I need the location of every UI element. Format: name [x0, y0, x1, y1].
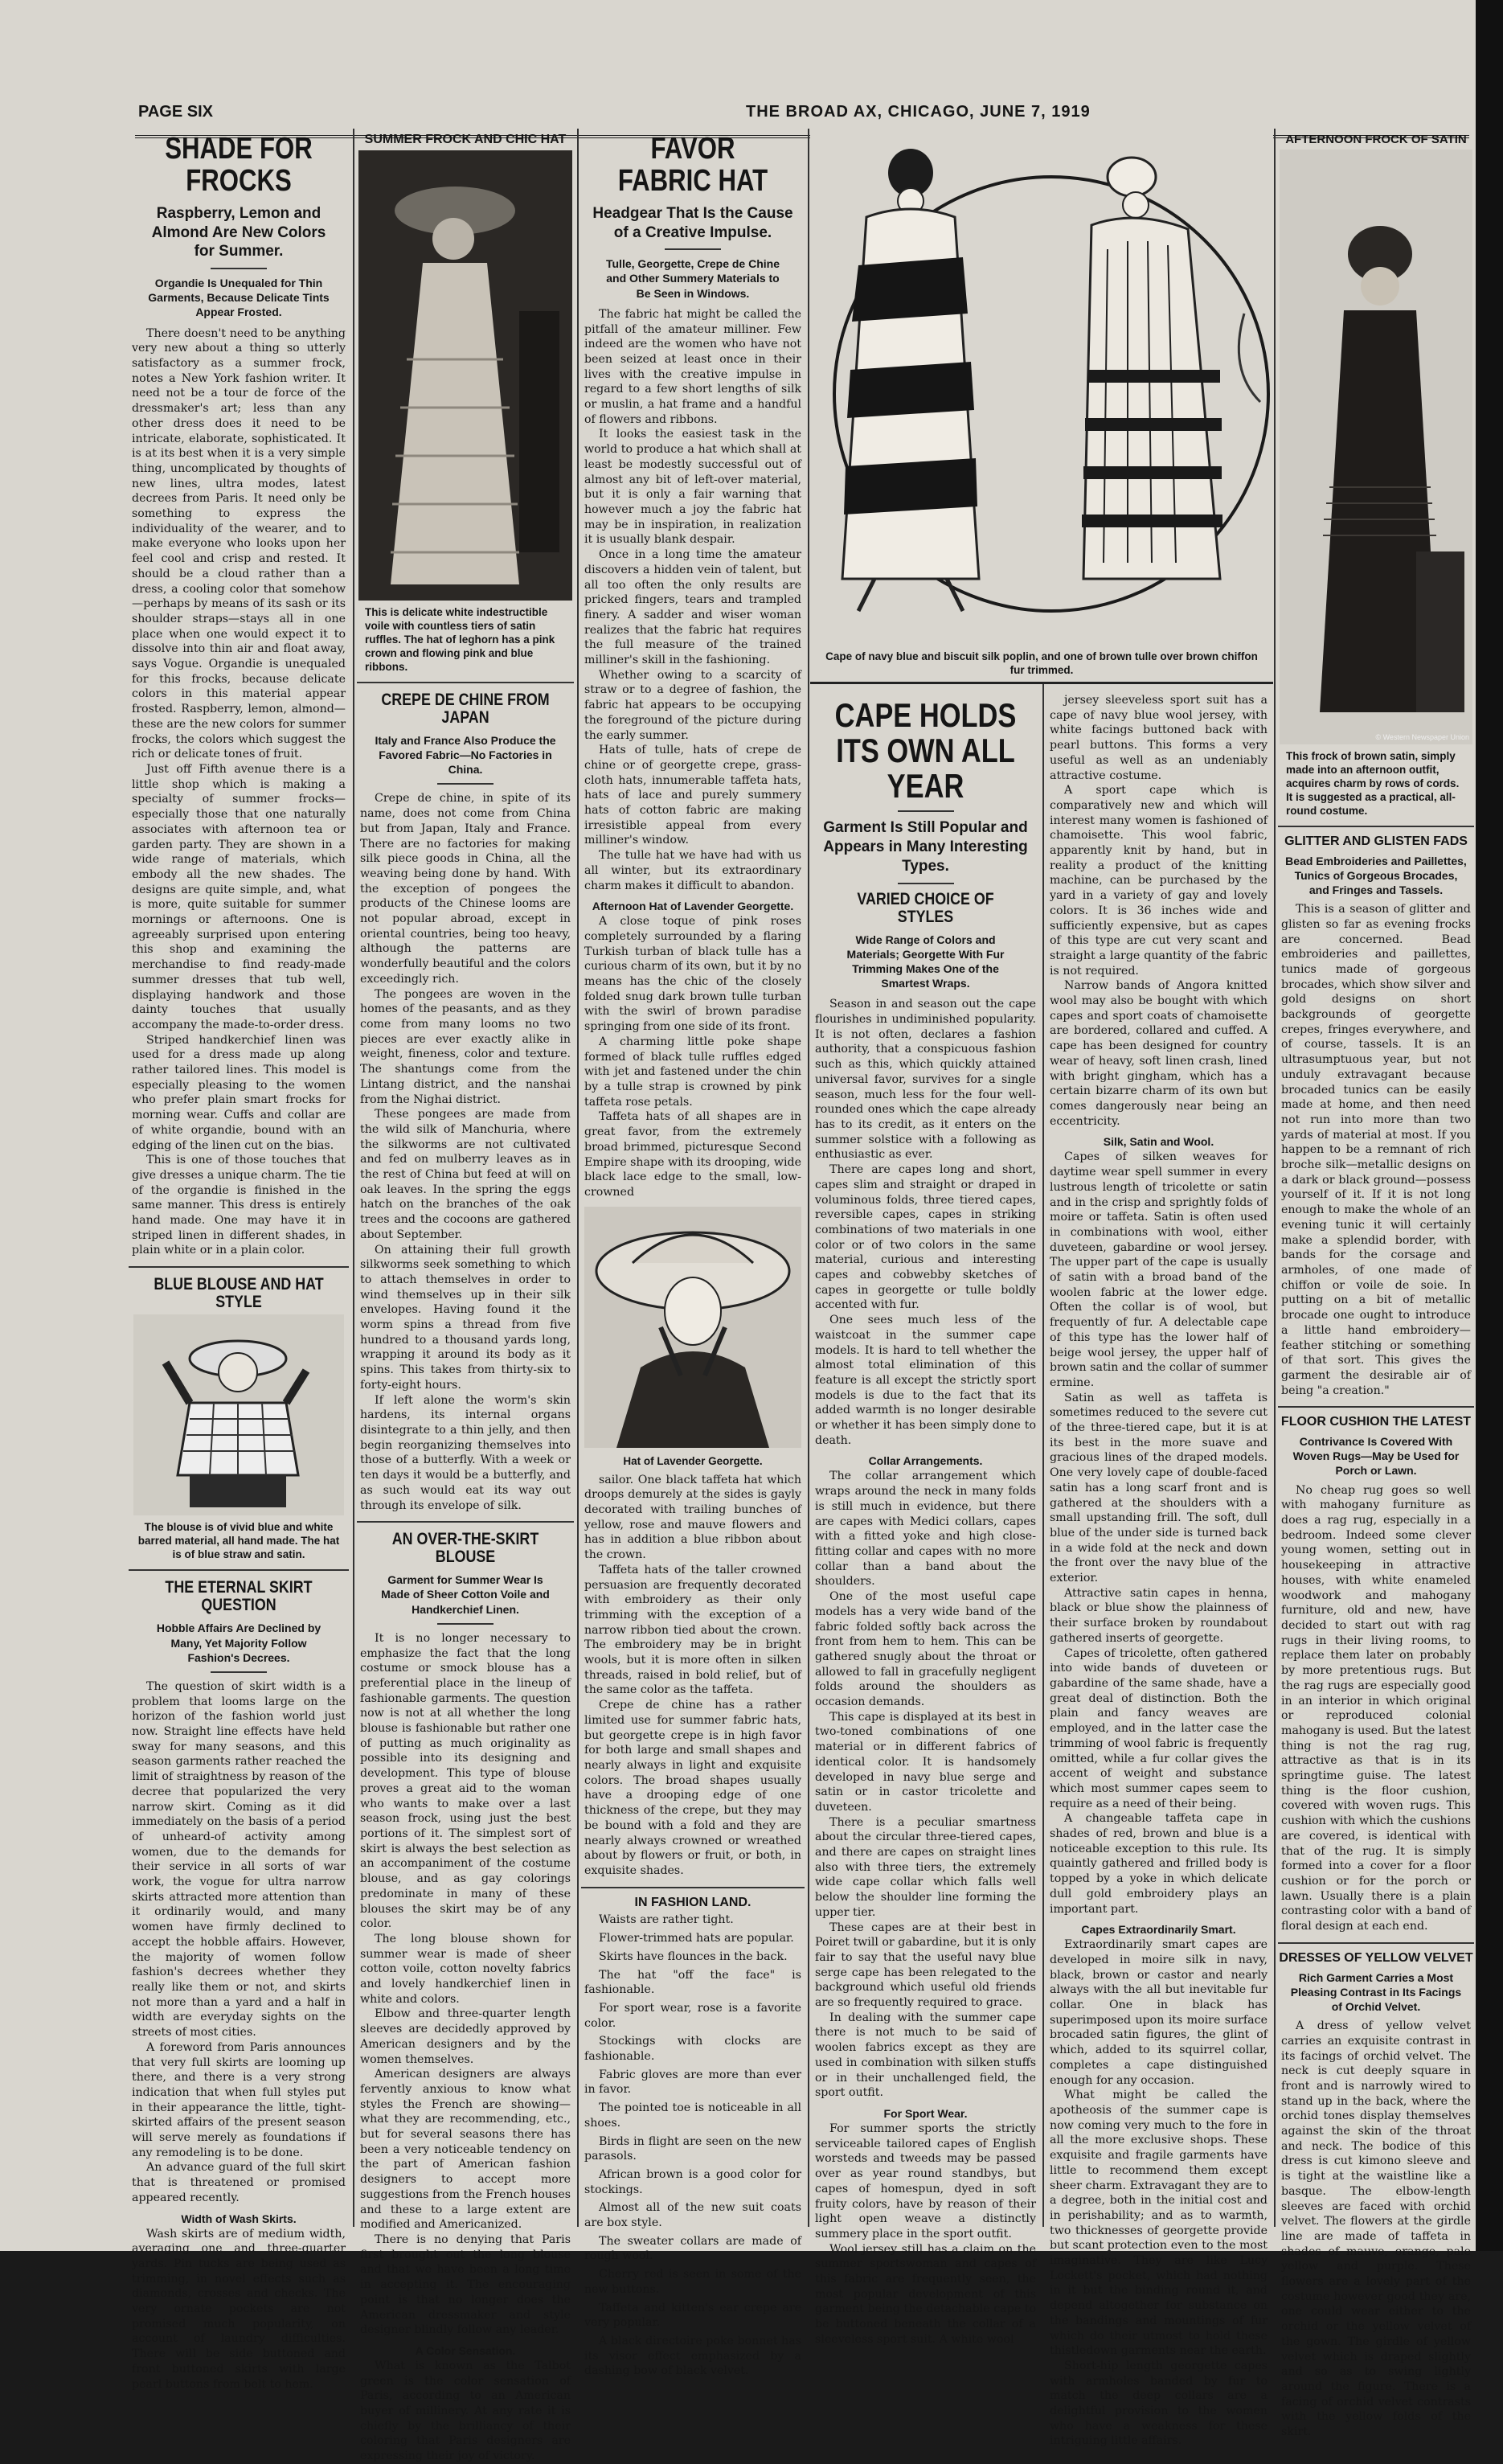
list-item: Taffeta and kitten's ear crepe are very popular. — [584, 2301, 801, 2330]
paragraph: Once in a long time the amateur discovers a hidden vein of talent, but all too often the only results are pricked fingers, tears and trampled finery. A sadder and wiser woman realizes that the fabric hat requires the full measure of the trained milliner's skill in the fashioning. — [584, 548, 801, 667]
divider — [1278, 1942, 1474, 1944]
headline-floor-cushion: FLOOR CUSHION THE LATEST — [1280, 1415, 1472, 1429]
paragraph: Season in and season out the cape flourishes in undiminished popularity. It is not often, declares a fashion authority, that a conspicuous fashion such as this, which quickly attained universal favor, survives for a single season, much less for the four well-rounded ones which the cape already has to its credit, as it enters on the summer solstice with a following as enthusiastic as ever. — [815, 998, 1036, 1162]
headline-glitter: GLITTER AND GLISTEN FADS — [1284, 834, 1468, 848]
paragraph: A changeable taffeta cape in shades of red, brown and blue is a noticeable exception to this rule. Its quaintly gathered and frilled body is topped by a yoke in which delicate dull gold embroidery plays an important part. — [1050, 1812, 1268, 1916]
paragraph: Taffeta hats of the taller crowned persuasion are frequently decorated with embroidery as their only trimming with the exception of a narrow ribbon tied about the crown. The embroidery may be in bright wools, but it is more often in silken threads, raised in bold relief, but of the same color as the taffeta. — [584, 1563, 801, 1697]
divider — [437, 783, 493, 785]
paragraph: These pongees are made from the wild silk of Manchuria, where the silkworms are not cultivated and fed on mulberry leaves as in the rest of China but feed at will on oak leaves. In the spring the eggs hatch on the branches of the oak trees and the cocoons are gathered about September. — [360, 1108, 571, 1241]
paragraph: Elbow and three-quarter length sleeves are decidedly approved by American designers and by the women themselves. — [360, 2007, 571, 2066]
article-body — [815, 997, 1036, 1448]
paragraph: Wash skirts are of medium width, averaging one and three-quarter yards. Pin tucks are being used as trimming, in novel effects such as diamonds, crosses and checks. The very ornate pockets are not promised much popularity, on account of laundry difficulties. There will be side buttoned and front buttoned skirts with large pearl buttons from belt to hem. — [132, 2227, 346, 2391]
subhead: A Color Sensation. — [415, 2343, 516, 2357]
article-body — [360, 1631, 571, 2338]
subhead: Capes Extraordinarily Smart. — [1081, 1923, 1236, 1937]
paragraph: Whether owing to a scarcity of straw or to a degree of fashion, the fabric hat appears to be occupying the foreground of the picture during the early summer. — [584, 668, 801, 742]
deck: Garment Is Still Popular and Appears in Many Interesting Types. — [823, 819, 1028, 875]
paragraph: A foreword from Paris announces that very full skirts are looming up there, and there is a very strong indication that when full styles put in their appearance the little, tight-skirted affairs of the present season will serve merely as foundations if any remodeling is to be done. — [132, 2040, 346, 2159]
paragraph: Wool jersey still has a claim on the summer sportswoman and capes of this fabric are frequently seen, the most popular development of this garment being the detachable cape to be buttoned beneath the collar of a sleeveless sport suit. A white wool — [815, 2242, 1036, 2346]
paragraph: Crepe de chine, in spite of its name, does not come from China but from Japan, Italy and France. There are no factories for making silk piece goods in China, all the weaving being done by hand. With the exception of pongees the products of the Chinese looms are not popular abroad, except in oriental countries, being too heavy, although the patterns are wonderfully beautiful and the colors exceedingly rich. — [360, 792, 571, 986]
subhead: Width of Wash Skirts. — [181, 2212, 297, 2225]
paragraph: There is a peculiar smartness about the circular three-tiered capes, and there are capes on straight lines also with three tiers, the extremely wide cape collar which falls well below the shoulder line forming the upper tier. — [815, 1815, 1036, 1919]
article-body — [132, 1679, 346, 2206]
paragraph: Striped handkerchief linen was used for a dress made up along rather tailored lines. This model is especially pleasing to the women who prefer plain smart frocks for morning wear. Cuffs and collar are of white organdie, bound with an edging of the linen cut on the bias. — [132, 1033, 346, 1152]
paragraph: Narrow bands of Angora knitted wool may also be bought with which capes and sport coats of chamoisette are bordered, collared and cuffed. A cape has been designed for country wear of heavy, soft linen crash, lined with bright gingham, which has a certain bizarre charm of its own but comes dangerously near being an eccentricity. — [1050, 979, 1268, 1128]
blouse-caption: The blouse is of vivid blue and white barred material, all hand made. The hat is of blue straw and satin. — [137, 1521, 340, 1561]
divider — [898, 883, 954, 884]
divider — [665, 248, 721, 250]
afternoon-frock-caption: This frock of brown satin, simply made into an afternoon outfit, acquires charm by rows of cords. It is suggested as a practical, all-round costume. — [1286, 749, 1460, 817]
subdeck: Wide Range of Colors and Materials; Georgette With Fur Trimming Makes One of the Smartest Wraps. — [846, 933, 1005, 990]
headline-summer-frock: SUMMER FROCK AND CHIC HAT — [364, 133, 567, 146]
subhead: Silk, Satin and Wool. — [1103, 1135, 1214, 1149]
list-item: Almost all of the new suit coats are box style. — [584, 2201, 801, 2230]
cape-illustration — [810, 129, 1273, 643]
paragraph: An advance guard of the full skirt that is threatened or promised appeared recently. — [132, 2161, 346, 2204]
cape-caption: Cape of navy blue and biscuit silk poplin, and one of brown tulle over brown chiffon fur trimmed. — [825, 650, 1258, 676]
paragraph: Extraordinarily smart capes are developed in moire silk in navy, black, brown or castor and nearly always with the all but inevitable fur collar. One in black has superimposed upon its moire surface brocaded satin figures, the glint of which, added to its squirrel collar, completes a cape distinguished enough for any occasion. — [1050, 1938, 1268, 2087]
blouse-deck: Garment for Summer Wear Is Made of Sheer Cotton Voile and Handkerchief Linen. — [381, 1573, 550, 1616]
paragraph: Satin as well as taffeta is sometimes reduced to the severe cut of the three-tiered cape, but it is at its best in the more suave and gracious lines of the draped models. One very lovely cape of double-faced satin has a long scarf front and is gathered at the shoulders with a small upstanding frill. The soft, dull blue of the under side is turned back in a wide fold at the neck and down the front over the navy blue of the exterior. — [1050, 1391, 1268, 1585]
divider — [357, 1521, 574, 1523]
subhead: For Sport Wear. — [883, 2107, 968, 2120]
glitter-deck: Bead Embroideries and Paillettes, Tunics of Gorgeous Brocades, and Fringes and Tassels. — [1285, 854, 1467, 896]
photo-credit: © Western Newspaper Union — [1375, 732, 1469, 741]
divider — [1278, 826, 1474, 827]
article-body — [360, 791, 571, 1513]
headline-crepe-de-chine: CREPE DE CHINE FROM JAPAN — [381, 690, 550, 727]
paragraph: The question of skirt width is a problem that looms large on the horizon of the fashion world just now. Straight line effects have held sway for many seasons, and this season garments rather reached the limit of straightness by reason of the decree that popularized the very narrow skirt. Coming as it did immediately on the basis of a period of unheard-of activity among women, due to the demands for their service in all sorts of war work, the vogue for ultra narrow skirts attracted more attention than it ordinarily would, and many women have firmly declined to accept the hobble affairs. However, the majority of women follow fashion's decrees whether they really like them or not, and skirts not more than a yard and a half in width are everyday sights on the streets of most cities. — [132, 1679, 346, 2040]
afternoon-frock-photo — [1280, 150, 1472, 744]
headline-yellow-velvet: DRESSES OF YELLOW VELVET — [1279, 1950, 1473, 1965]
list-item: The sweater collars are made of rough wool. — [584, 2234, 801, 2263]
paragraph: A dress of yellow velvet carries an exquisite contrast in its facings of orchid velvet. The neck is cut deeply square in front and is narrowly wired to stand up in the back, where the orchid tones display themselves against the skin of the throat and neck. The bodice of this dress is cut kimono sleeve and is tight at the waistline like a basque. The elbow-length sleeves are faced with orchid velvet. The flowers at the girdle line are made of taffeta in shades of mauve, orange, pale yellow and purple. These flowers are a lovely part of the costume however good they are, one could wear either to the orchid or the yellow velvet of the gown. The girdle of yellow velvet which is draped slightly and so as to swing lightly around the figure. There is a facing of orchid velvet contrasts with the yellow folds of the skirt. — [1281, 2019, 1471, 2439]
list-item: Fabric gloves are more than ever in favor. — [584, 2068, 801, 2097]
paragraph: There doesn't need to be anything very new about a thing so utterly satisfactory as a summer frock, notes a New York fashion writer. It need not be a tour de force of the dressmaker's art; less than any other dress does it need to be intricate, elaborate, sophisticated. It is at its best when it is a very simple thing, uncomplicated by thoughts of new lines, ultra modes, latest decrees from Paris. It need only be something to express the individuality of the wearer, and to make everyone who looks upon her feel cool and crisp and rested. It should be a cloud rather than a dress, a cooling color that somehow—perhaps by means of its sash or its shoulder straps—stays all in one place when one would expect it to dissolve into thin air and float away, says Vogue. Organdie is unequaled for this frocks, because delicate colors in this material appear frosted. Raspberry, lemon, almond—these are the new colors for summer frocks, the colors which suggest the rich or delicate tones of fruit. — [132, 326, 346, 761]
paragraph: A sport cape which is comparatively new and which will interest many women is fashioned of chamoisette. This wool fabric, apparently knit by hand, but in reality a product of the knitting machine, can be purchased by the yard in a variety of gay and lovely colors. It is 36 inches wide and sufficiently expensive, but as capes of this type are cut very scant and straight a large quantity of the fabric is not required. — [1050, 784, 1268, 978]
paragraph: The long blouse shown for summer wear is made of sheer cotton voile, cotton novelty fabrics and lovely handkerchief linen in white and colors. — [360, 1932, 571, 2006]
cushion-deck: Contrivance Is Covered With Woven Rugs—May be Used for Porch or Lawn. — [1292, 1435, 1460, 1478]
paragraph: The fabric hat might be called the pitfall of the amateur milliner. Few indeed are the women who have not been seized at least once in their lives with the creative impulse in regard to a few short lengths of silk or muslin, a hat frame and a handful of flowers and ribbons. — [584, 307, 801, 426]
subhead: Afternoon Hat of Lavender Georgette. — [592, 900, 794, 913]
column-5 — [1046, 693, 1271, 2448]
lavender-hat-illustration — [584, 1207, 801, 1448]
article-body — [815, 2122, 1036, 2347]
paragraph: Just off Fifth avenue there is a little shop which is making a specialty of summer frocks—especially those that one naturally associates with afternoon tea or garden party. They are shown in a wide range of materials, which embody all the new shades. The designs are quite simple, and, what is more, quite suitable for summer mornings or afternoons. One is agreeably surprised upon entering this shop and examining the merchandise to find ready-made summer dresses that tub well, displaying handwork and those dainty touches that usually accompany the made-to-order dress. — [132, 762, 346, 1031]
velvet-deck: Rich Garment Carries a Most Pleasing Contrast in Its Facings of Orchid Velvet. — [1290, 1970, 1462, 2013]
article-body — [584, 914, 801, 1199]
divider — [211, 1671, 267, 1673]
paragraph: The pongees are woven in the homes of the peasants, and as they come from many looms no two pieces are ever exactly alike in weight, fineness, color and texture. The shantungs come from the Lintang district, and the nanshai from the Nighai district. — [360, 987, 571, 1106]
fashion-land-list — [584, 1913, 801, 2379]
headline-blue-blouse: BLUE BLOUSE AND HAT STYLE — [154, 1275, 324, 1312]
divider — [898, 810, 954, 812]
paragraph: Attractive satin capes in henna, black or blue show the plainness of their surface broken by roundabout gathered inserts of georgette. — [1050, 1586, 1268, 1645]
subhead: Collar Arrangements. — [868, 1454, 983, 1468]
paragraph: The collar arrangement which wraps around the neck in many folds is still much in evidence, but there are capes with Medici collars, capes with a fitted yoke and high close-fitting collar and capes with no more collar than a band about the shoulders. — [815, 1470, 1036, 1589]
list-item: Birds in flight are seen on the new parasols. — [584, 2134, 801, 2163]
article-body — [1050, 693, 1268, 1129]
list-item: Cherry red is seen in some of the new buttons. — [584, 2268, 801, 2296]
paragraph: On attaining their full growth silkworms seek something to which to attach themselves in order to wind themselves up in their silk envelopes. Having found it the worm spins a thread from five hundred to a thousand yards long, wrapping it around its body as it spins. This takes from thirty-six to forty-eight hours. — [360, 1243, 571, 1392]
column-rule — [1274, 129, 1276, 2227]
divider — [1278, 1406, 1474, 1408]
headline-skirt-question: THE ETERNAL SKIRT QUESTION — [165, 1578, 313, 1615]
headline-over-the-skirt-blouse: AN OVER-THE-SKIRT BLOUSE — [391, 1530, 539, 1567]
divider — [810, 682, 1273, 684]
paragraph: What might be called the apotheosis of the summer cape is now coming very much to the fore in all the more exclusive shops. These exquisite and fragile garments have little to recommend them except sheer charm. Extravagant they are to a degree, both in the initial cost and in perishability; and as to warmth, two thicknesses of georgette provide but scant protection even to the most imaginative. They are like Lucy Lockett's pocket, which had nothing in it but the binding round it, and depend altogether for substance on the bandings and mountings of fur which do their utmost to hold these thistledown garments near the earth. — [1050, 2089, 1268, 2358]
list-item: A black directoire poke bonnet has its visor effect emphasized by a dashing bow of black velvet. — [584, 2334, 801, 2378]
paragraph: For summer sports the strictly serviceable tailored capes of English worsteds and tweeds may be passed over as year round standbys, but capes of homespun, dyed in soft fruity colors, have by reason of their light open weave a distinctly summery place in the sport outfit. — [815, 2122, 1036, 2241]
list-item: Waists are rather tight. — [599, 1913, 734, 1927]
paragraph: These capes are at their best in Poiret twill or gabardine, but it is only fair to say that the useful navy blue serge cape has been relegated to the background which useful old friends are so frequently required to grace. — [815, 1921, 1037, 2010]
list-item: Stockings with clocks are fashionable. — [584, 2035, 801, 2064]
article-body — [815, 1469, 1036, 2101]
paper-title: THE BROAD AX, CHICAGO, JUNE 7, 1919 — [746, 103, 1091, 121]
paragraph: This is one of those touches that give dresses a unique charm. The tie of the organdie is finished in the same manner. This dress is entirely hand made. One may have it in striped linen in different shades, in plain white or in a plain color. — [132, 1154, 346, 1257]
paragraph: A close toque of pink roses completely surrounded by a flaring Turkish turban of black tulle has a curious charm of its own, but it by no means has the chic of the closely folded snug dark brown tulle turban with the swirl of brown paradise springing from one side of its front. — [584, 915, 801, 1034]
paragraph: No cheap rug goes so well with mahogany furniture as does a rag rug, especially in a bedroom. Indeed some clever young women, setting out in housekeeping in attractive houses, with white enameled woodwork and mahogany furniture, old and new, have decided to start out with rag rugs in their living rooms, to replace them later on probably by more pretentious rugs. But the rag rugs are especially good in an interior in which original or reproduced colonial mahogany is used. But the latest thing is not the rag rug, attractive as that is in its springtime guise. The latest thing is the floor cushion, covered with woven rugs. This cushion with which the cushions are covered, is identical with that of the rug. It is simply formed into a cover for a floor cushion or for the porch or lawn. Usually there is a plain contrasting color with a band of floral design at each end. — [1281, 1483, 1471, 1933]
paragraph: What is known as the Talbot green is the color sensation of Paris, according to an American buyer of millinery. At any rate it is chiefly by the brilliancy of their coloring that Paris designers are expressing their joy of victory. — [360, 2359, 571, 2463]
paragraph: If left alone the worm's skin hardens, its internal organs disintegrate to a thin jelly, and then begin reorganizing themselves into those of a butterfly. With a week or ten days it would be a butterfly, and as such would eat its way out through its envelope of silk. — [360, 1393, 571, 1512]
column-rule — [577, 129, 579, 2227]
article-body — [360, 2359, 571, 2464]
scan-edge — [1476, 0, 1503, 2251]
article-body — [132, 2227, 346, 2392]
paragraph: In dealing with the summer cape there is not much to be said of woolen fabrics except as they are used in combination with silken stuffs or in their unchallenged field, the sport outfit. — [815, 2011, 1036, 2100]
paragraph: One of the most useful cape models has a very wide band of the fabric folded softly back across the front from hem to hem. This can be gathered snugly about the throat or allowed to fall in gracefully negligent folds around the shoulders as occasion demands. — [815, 1590, 1036, 1709]
article-body — [584, 1473, 801, 1879]
paragraph: There is no denying that Paris first brought out the long blouse and that we have been a long time in accepting it. The encouraging point is that no longer does the American dressmaker and style designer blindly follow any leader. — [360, 2232, 571, 2337]
cape-illustration-block — [810, 129, 1273, 683]
deck: Headgear That Is the Cause of a Creative Impulse. — [592, 204, 793, 241]
paragraph: It is no longer necessary to emphasize the fact that the long costume or smock blouse has a preferential place in the lineup of fashionable garments. The question now is not at all whether the long blouse is fashionable but rather one of putting as much originality as possible into its designing and development. This type of blouse proves a great aid to the woman who wants to make over a last season frock, using just the best portions of it. The simplest sort of skirt is always the best selection as an accompaniment of the costume blouse, and as gay colorings predominate in many of these blouses the skirt may be of any color. — [360, 1631, 571, 1931]
column-4 — [812, 693, 1039, 2346]
divider — [129, 1266, 349, 1268]
list-item: For sport wear, rose is a favorite color. — [584, 2001, 801, 2030]
page-label: PAGE SIX — [138, 103, 213, 121]
article-body — [1050, 1150, 1268, 1917]
column-1 — [129, 129, 349, 2391]
article-body — [1281, 902, 1471, 1398]
paragraph: This is a season of glitter and glisten so far as evening frocks are concerned. Bead embroideries and paillettes, tunics made of gorgeous brocades, which show silver and gold designs on short backgrounds of georgette crepes, fringes everywhere, and of course, tassels. It is an ultrasumptuous year, but not unduly extravagant because brocaded tunics can be easily made at home, and then need not run into more than two yards of material at most. If you happen to be a remnant of rich broche silk—metallic designs on a dark or black ground—possess yourself of it. If it is not long enough to make the whole of an evening tunic it will certainly make a splendid border, with bands for the corsage and armholes, of one made of chiffon or voile de soie. In putting on a bit of metallic brocade one ought to introduce a little hand embroidery—feather stitching or something of that sort. This gives the garment the desirable air of being "a creation." — [1281, 903, 1471, 1397]
divider — [211, 268, 267, 269]
headline-fashion-land: IN FASHION LAND. — [634, 1895, 752, 1909]
list-item: Flower-trimmed hats are popular. — [599, 1932, 794, 1945]
divider — [129, 1569, 349, 1571]
paragraph: A charming little poke shape formed of black tulle ruffles edged with jet and fastened under the chin by a tulle strap is crowned by pink taffeta rose petals. — [584, 1035, 801, 1109]
paragraph: Hats of tulle, hats of crepe de chine or of georgette crepe, grass-cloth hats, innumerable taffeta hats, hats of lace and purely summery hats of cotton fabric are making irresistible appeal from every milliner's window. — [584, 744, 801, 847]
headline-shade-for-frocks: SHADE FOR FROCKS — [165, 132, 313, 198]
blouse-illustration — [133, 1314, 344, 1515]
article-body — [1050, 1937, 1268, 2449]
list-item: The hat "off the face" is fashionable. — [584, 1968, 801, 1997]
column-rule — [808, 129, 809, 2227]
summer-frock-photo — [358, 150, 572, 601]
deck: Raspberry, Lemon and Almond Are New Colors for Summer. — [151, 204, 326, 260]
lavender-hat-caption: Hat of Lavender Georgette. — [623, 1454, 763, 1467]
column-rule — [353, 129, 354, 2227]
headline-cape-holds: CAPE HOLDS ITS OWN ALL YEAR — [834, 696, 1017, 806]
headline-afternoon-frock: AFTERNOON FROCK OF SATIN — [1285, 133, 1467, 146]
divider — [581, 1887, 805, 1888]
paragraph: This cape is displayed at its best in two-toned combinations of one material or in different fabrics of identical color. It is handsomely developed in navy blue serge and satin or in castor tricolette and duveteen. — [815, 1710, 1036, 1814]
divider — [357, 682, 574, 683]
column-3 — [581, 129, 805, 2378]
article-body — [1281, 2019, 1471, 2440]
paragraph: American designers are always fervently anxious to know what styles the French are showing—what they are recommending, etc., but for several seasons there has been a very noticeable tendency on the part of American fashion designers to accept more suggestions from the French houses and these to a large extent are modified and Americanized. — [360, 2068, 571, 2232]
column-2 — [357, 129, 574, 2463]
article-body — [132, 326, 346, 1259]
crepe-deck: Italy and France Also Produce the Favored Fabric—No Factories in China. — [375, 733, 556, 777]
paragraph: It looks the easiest task in the world to produce a hat which shall at least be modestly successful out of almost any bit of left-over material, but it is only a fair warning that however much a joy the fabric hat may be in inspiration, in realization it is usually blank despair. — [584, 428, 801, 547]
list-item: African brown is a good color for stockings. — [584, 2167, 801, 2196]
list-item: The pointed toe is noticeable in all shoes. — [584, 2101, 801, 2130]
article-body — [584, 307, 801, 893]
headline-favor-fabric-hat: FAVOR FABRIC HAT — [617, 132, 768, 198]
headline-varied-choice: VARIED CHOICE OF STYLES — [857, 889, 994, 926]
subdeck: Tulle, Georgette, Crepe de Chine and Other Summery Materials to Be Seen in Windows. — [605, 257, 780, 300]
paragraph: Crepe de chine has a rather limited use for summer fabric hats, but georgette crepe is in high favor for both large and small shapes and nearly always in light and exquisite colors. The broad shapes usually have a drooping edge of one thickness of the crepe, but they may be bound with a fold and they are nearly always crowned or wreathed about by flowers or fruit, or both, in exquisite shades. — [584, 1699, 801, 1877]
skirt-deck: Hobble Affairs Are Declined by Many, Yet Majority Follow Fashion's Decrees. — [156, 1621, 321, 1664]
paragraph: The tulle hat we have had with us all winter, but its extraordinary charm makes it difficult to abandon. — [584, 849, 801, 892]
paragraph: Taffeta hats of all shapes are in great favor, from the extremely broad brimmed, picturesque Second Empire shape with its drooping, wide black lace edge to the small, low-crowned — [584, 1110, 802, 1199]
divider — [437, 1623, 493, 1625]
column-6 — [1278, 129, 1474, 2439]
paragraph: Capes of tricolette, often gathered into wide bands of duveteen or gabardine of the same shade, have a great deal of distinction. Both the plain and fancy weaves are employed, and in the latter case the trimming of wool fabric is frequently omitted, while a fur collar gives the accent of weight and substance which most summer capes seem to require as a need of their being. — [1050, 1646, 1268, 1810]
paragraph: jersey sleeveless sport suit has a cape of navy blue wool jersey, with white facings buttoned back with pearl buttons. This forms a very useful as well as an undeniably attractive costume. — [1050, 694, 1268, 782]
paragraph: Capes of silken weaves for daytime wear spell summer in every lustrous length of tricolette or satin and in the crisp and sprightly folds of moire or taffeta. Satin is often used in combinations with wool, either duveteen, gabardine or wool jersey. The upper part of the cape is usually of satin with a broad band of the woolen fabric at the lower edge. Often the collar is of wool, but frequently of fur. A delectable cape of this type has the lower half of beige wool jersey, the upper half of brown satin and the collar of summer ermine. — [1050, 1150, 1268, 1389]
list-item: Skirts have flounces in the back. — [599, 1949, 788, 1963]
paragraph: sailor. One black taffeta hat which droops demurely at the sides is gayly decorated with trailing bunches of yellow, rose and mauve flowers and has in addition a blue ribbon about the crown. — [584, 1473, 801, 1562]
subdeck: Organdie Is Unequaled for Thin Garments, Because Delicate Tints Appear Frosted. — [148, 277, 330, 319]
paragraph: One sees much less of the waistcoat in the summer cape models. It is hard to tell whether the almost total elimination of this feature is all except the strictly sport models is due to the fact that its added warmth is no longer desirable or whether it has been simply done to death. — [815, 1314, 1036, 1447]
article-body — [1281, 1483, 1471, 1934]
paragraph: Short-hip length georgette capes with armholes banded by fur to match the deep collars are a delightful provision to the women who have a weakness for these intriguing little affairs. — [1050, 2359, 1268, 2448]
summer-frock-caption: This is delicate white indestructible voile with countless tiers of satin ruffles. The hat of leghorn has a pink crown and flowing pink and blue ribbons. — [365, 605, 555, 673]
paragraph: There are capes long and short, capes slim and straight or draped in voluminous folds, three tiered capes, reversible capes, capes in striking combinations of two materials in one color or of two colors in the same material, curious and interesting capes and cobwebby sketches of capes in georgette or tulle boldly accented with fur. — [815, 1163, 1036, 1312]
